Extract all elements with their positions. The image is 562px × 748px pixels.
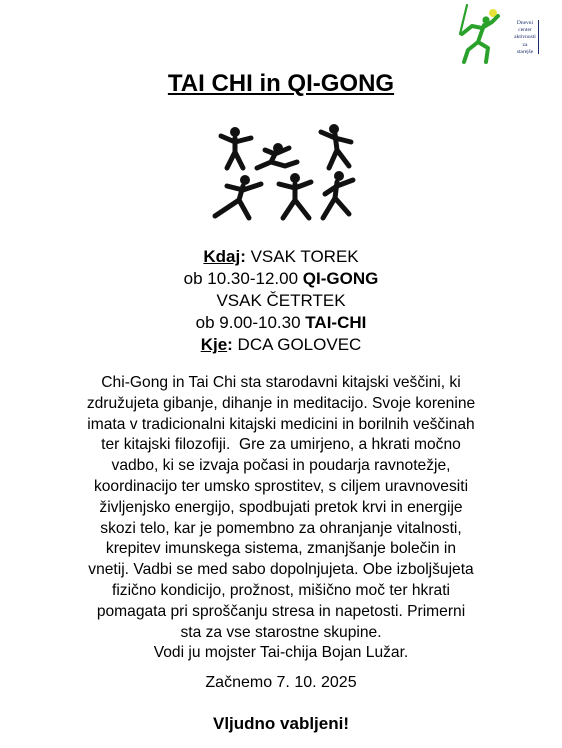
when-label: Kdaj <box>203 247 241 266</box>
description-line: imata v tradicionalni kitajski medicini in borilnih veščinah <box>87 415 475 433</box>
welcome-text: Vljudno vabljeni! <box>212 714 349 733</box>
where-value: DCA GOLOVEC <box>232 335 362 354</box>
figure-3 <box>321 132 351 168</box>
description-line: vadbo, ki se izvaja počasi in poudarja ravnotežje, <box>111 457 451 475</box>
description <box>0 373 562 664</box>
logo-line: center <box>518 27 532 34</box>
page-title: TAI CHI in QI-GONG <box>167 70 395 97</box>
tai-chi-figures-illustration <box>205 124 367 224</box>
logo-text <box>510 20 540 56</box>
description-line: skozi telo, kar je pomembno za ohranjanje vitalnosti, <box>100 519 462 537</box>
logo-line: starejše <box>516 48 534 55</box>
description-line: življenjsko energijo, spodbujati pretok krvi in energije <box>99 498 463 516</box>
description-line: fizično kondicijo, prožnost, mišično moč ter hkrati <box>112 581 450 599</box>
thursday-day: VSAK ČETRTEK <box>216 291 346 310</box>
tuesday-time: ob 10.30-12.00 <box>183 269 303 288</box>
description-line: Vodi ju mojster Tai-chija Bojan Lužar. <box>153 644 409 662</box>
logo-line: Dnevni <box>516 20 534 26</box>
description-line: sta za vse starostne skupine. <box>180 623 382 641</box>
description-line: koordinacijo ter umsko sprostitev, s ciljem uravnovesiti <box>93 477 469 495</box>
logo-line: aktivnosti <box>514 34 536 41</box>
tuesday-activity: QI-GONG <box>302 269 379 288</box>
figure-5 <box>279 182 311 218</box>
logo-line: za <box>522 41 528 48</box>
thursday-activity: TAI-CHI <box>305 313 367 332</box>
where-label: Kje <box>200 335 228 354</box>
thursday-time: ob 9.00-10.30 <box>195 313 306 332</box>
figure-6 <box>323 180 353 218</box>
tuesday-time-line <box>0 268 562 290</box>
description-line: vnetij. Vadbi se med sabo dopolnjujeta. Obe izboljšujeta <box>88 561 474 579</box>
when-value: VSAK TOREK <box>245 247 359 266</box>
description-line: Chi-Gong in Tai Chi sta starodavni kitajski veščini, ki <box>101 374 461 391</box>
logo-divider <box>538 20 539 54</box>
description-line: ter kitajski filozofiji. Gre za umirjeno, a hkrati močno <box>101 436 461 454</box>
description-line: združujeta gibanje, dihanje in meditacijo. Svoje korenine <box>86 394 476 412</box>
figure-4 <box>215 184 261 218</box>
colon: : <box>227 335 233 354</box>
description-line: pomagata pri sproščanju stresa in napetosti. Primerni <box>96 602 466 620</box>
start-date: Začnemo 7. 10. 2025 <box>205 674 357 691</box>
where-line <box>0 334 562 356</box>
colon: : <box>240 247 246 266</box>
when-line <box>0 246 562 268</box>
description-line: krepitev imunskega sistema, zmanjšanje bolečin in <box>105 540 457 558</box>
schedule <box>0 246 562 356</box>
figure-1 <box>221 136 251 168</box>
thursday-time-line <box>0 312 562 334</box>
